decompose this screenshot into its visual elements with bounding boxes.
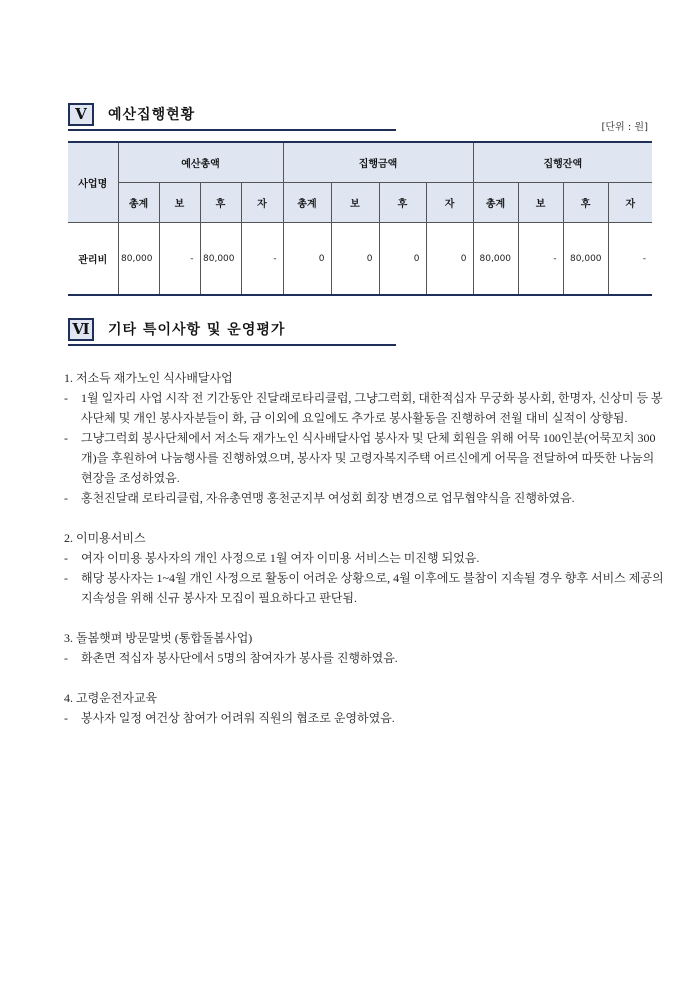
item-4-title: 4. 고령운전자교육 <box>64 691 158 705</box>
budget-bo-cell: - <box>159 223 200 296</box>
subheader-hu: 후 <box>563 183 608 223</box>
item-3-title: 3. 돌봄햇펴 방문말벗 (통합돌봄사업) <box>64 631 253 645</box>
section-6-number: Ⅵ <box>68 318 94 341</box>
executed-total-cell: 0 <box>283 223 331 296</box>
list-item: - 여자 이미용 봉사자의 개인 사정으로 1월 여자 이미용 서비스는 미진행 되었음. <box>64 551 480 565</box>
unit-label: [단위 : 원] <box>601 122 648 133</box>
budget-total-cell: 80,000 <box>118 223 159 296</box>
bullet-text: 그냥그럭회 봉사단체에서 저소득 재가노인 식사배달사업 봉사자 및 단체 회원을 위해 어묵 100인분(어묵꼬치 300개)을 후원하여 나눔행사를 진행하였으며, 봉사자 및 고령자복지주택 어르신에게 어묵을 전달하여 따뜻한 나눔의 현장을 조성하였음. <box>81 431 656 485</box>
executed-hu-cell: 0 <box>379 223 426 296</box>
list-item: - 홍천진달래 로타리클럽, 자유총연맹 홍천군지부 여성회 회장 변경으로 업무협약식을 진행하였음. <box>64 491 575 505</box>
subheader-bo: 보 <box>331 183 379 223</box>
section-6-header <box>68 318 396 346</box>
section-5-title: 예산집행현황 <box>108 107 196 123</box>
balance-ja-cell: - <box>608 223 652 296</box>
balance-bo-cell: - <box>518 223 563 296</box>
row-name-cell: 관리비 <box>68 223 118 296</box>
group-header-executed: 집행금액 <box>283 142 473 183</box>
bullet-text: 여자 이미용 봉사자의 개인 사정으로 1월 여자 이미용 서비스는 미진행 되었음. <box>81 551 480 565</box>
table-row <box>68 223 652 296</box>
subheader-hu: 후 <box>200 183 241 223</box>
subheader-total: 총계 <box>118 183 159 223</box>
section-6-title: 기타 특이사항 및 운영평가 <box>108 322 286 338</box>
subheader-bo: 보 <box>159 183 200 223</box>
section-6-body <box>64 368 664 728</box>
subheader-ja: 자 <box>241 183 283 223</box>
subheader-hu: 후 <box>379 183 426 223</box>
list-item: - 그냥그럭회 봉사단체에서 저소득 재가노인 식사배달사업 봉사자 및 단체 회원을 위해 어묵 100인분(어묵꼬치 300개)을 후원하여 나눔행사를 진행하였으며, 봉사자 및 고령자복지주택 어르신에게 어묵을 전달하여 따뜻한 나눔의 현장을 조성하였음. <box>64 431 656 485</box>
budget-ja-cell: - <box>241 223 283 296</box>
subheader-total: 총계 <box>473 183 518 223</box>
item-1-title: 1. 저소득 재가노인 식사배달사업 <box>64 371 233 385</box>
balance-total-cell: 80,000 <box>473 223 518 296</box>
list-item: - 화촌면 적십자 봉사단에서 5명의 참여자가 봉사를 진행하였음. <box>64 651 398 665</box>
group-header-budget: 예산총액 <box>118 142 283 183</box>
list-item: - 해당 봉사자는 1~4월 개인 사정으로 활동이 어려운 상황으로, 4월 이후에도 불참이 지속될 경우 향후 서비스 제공의 지속성을 위해 신규 봉사자 모집이 필요하다고 판단됨. <box>64 571 664 605</box>
section-5-number: Ⅴ <box>68 103 94 126</box>
list-item: - 봉사자 일정 여건상 참여가 어려워 직원의 협조로 운영하였음. <box>64 711 395 725</box>
group-header-balance: 집행잔액 <box>473 142 652 183</box>
bullet-text: 해당 봉사자는 1~4월 개인 사정으로 활동이 어려운 상황으로, 4월 이후에도 불참이 지속될 경우 향후 서비스 제공의 지속성을 위해 신규 봉사자 모집이 필요하다고 판단됨. <box>81 571 664 605</box>
list-item: - 1월 일자리 사업 시작 전 기간동안 진달래로타리클럽, 그냥그럭회, 대한적십자 무궁화 봉사회, 한명자, 신상미 등 봉사단체 및 개인 봉사자분들이 화, 금 이외에 요일에도 추가로 봉사활동을 진행하여 전월 대비 실적이 상향됨. <box>64 391 663 425</box>
bullet-text: 화촌면 적십자 봉사단에서 5명의 참여자가 봉사를 진행하였음. <box>81 651 398 665</box>
balance-hu-cell: 80,000 <box>563 223 608 296</box>
bullet-text: 1월 일자리 사업 시작 전 기간동안 진달래로타리클럽, 그냥그럭회, 대한적십자 무궁화 봉사회, 한명자, 신상미 등 봉사단체 및 개인 봉사자분들이 화, 금 이외에 요일에도 추가로 봉사활동을 진행하여 전월 대비 실적이 상향됨. <box>81 391 663 425</box>
subheader-ja: 자 <box>608 183 652 223</box>
section-5-header <box>68 103 396 131</box>
subheader-total: 총계 <box>283 183 331 223</box>
budget-hu-cell: 80,000 <box>200 223 241 296</box>
subheader-bo: 보 <box>518 183 563 223</box>
bullet-text: 봉사자 일정 여건상 참여가 어려워 직원의 협조로 운영하였음. <box>81 711 395 725</box>
budget-table <box>68 141 652 296</box>
item-2-title: 2. 이미용서비스 <box>64 531 146 545</box>
bullet-text: 홍천진달래 로타리클럽, 자유총연맹 홍천군지부 여성회 회장 변경으로 업무협약식을 진행하였음. <box>81 491 575 505</box>
row-header-cell: 사업명 <box>68 142 118 223</box>
executed-ja-cell: 0 <box>426 223 473 296</box>
executed-bo-cell: 0 <box>331 223 379 296</box>
subheader-ja: 자 <box>426 183 473 223</box>
